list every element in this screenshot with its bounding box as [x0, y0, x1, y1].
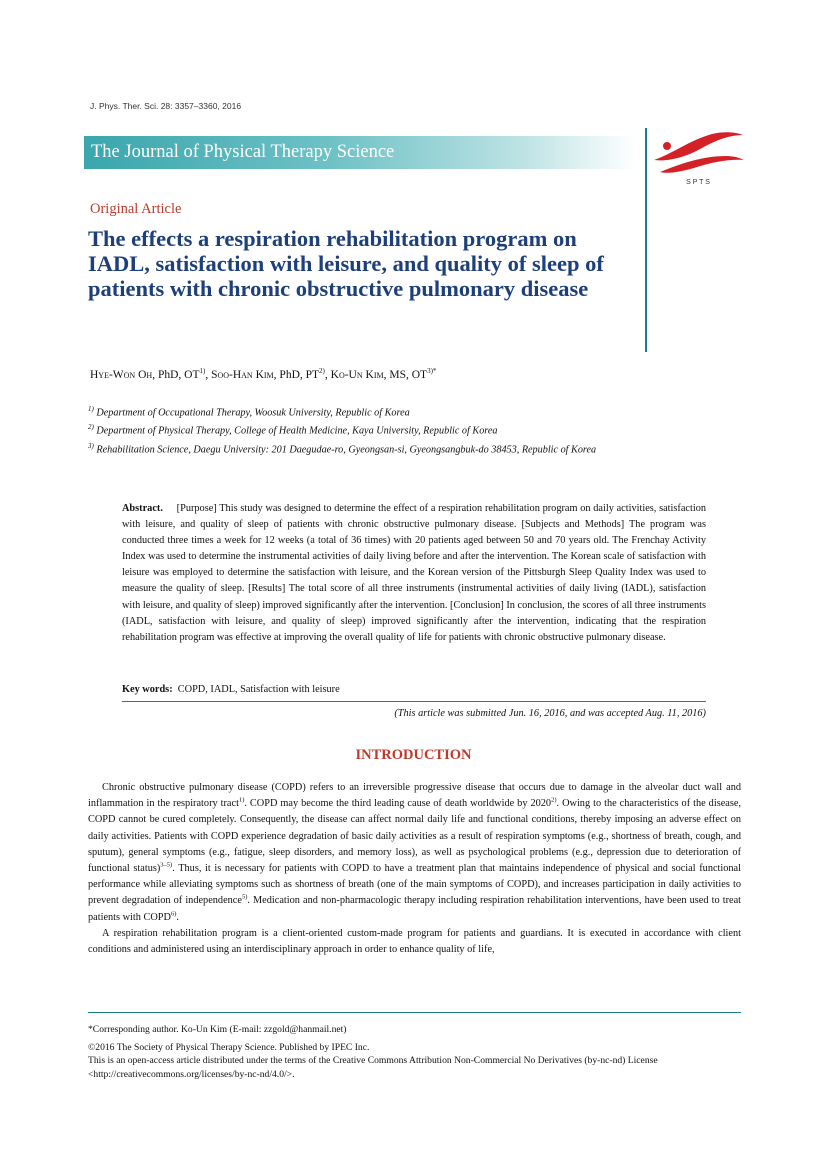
text-run: Chronic obstructive pulmonary disease (COPD) refers to an irreversible progressive disease that occurs due to damage in the alveolar duct wall and inflammation in the respiratory tract [88, 782, 741, 810]
author-separator: , [324, 368, 331, 381]
author-name: Hye-Won [90, 368, 136, 381]
abstract-text: [Purpose] This study was designed to determine the effect of a respiration rehabilitation program on daily activities, satisfaction with leisure, and quality of sleep of patients with chronic obstructive pulmonary disease. [Subjects and Methods] The program was conducted three times a week for 12 weeks (a total of 36 times) with 20 patients aged between 50 and 70 years old. The Frenchay Activity Index was used to determine the instrumental activities of daily living before and after the intervention. The Korean scale of satisfaction with leisure was employed to determine the satisfaction with leisure, and the Korean version of the Pittsburgh Sleep Quality Index was used to measure the quality of sleep. [Results] The total score of all three instruments (instrumental activities of daily living (IADL), satisfaction with leisure, and quality of sleep) improved significantly after the intervention. [Conclusion] In conclusion, the scores of all three instruments (IADL, satisfaction with leisure, and quality of sleep) improved significantly after the intervention, indicating that the respiration rehabilitation program was effective at improving the overall quality of life for patients with chronic obstructive pulmonary disease. [122, 503, 706, 643]
affiliation-list [88, 402, 628, 457]
keywords-label: Key words: [122, 684, 173, 695]
journal-name: The Journal of Physical Therapy Science [91, 142, 395, 162]
affiliation [88, 439, 628, 457]
author-degrees: , PhD, OT [152, 368, 200, 381]
license-notice: This is an open-access article distributed under the terms of the Creative Commons Attribution Non-Commercial No Derivatives (by-nc-nd) License <http://creativecommons.org/licenses/by-nc-nd/4.0/>. [88, 1055, 658, 1080]
abstract [122, 501, 706, 646]
author-name: Soo-Han [211, 368, 253, 381]
author [90, 369, 211, 381]
corresponding-author: *Corresponding author. Ko-Un Kim (E-mail: zzgold@hanmail.net) [88, 1024, 347, 1035]
affiliation-number: 3) [88, 441, 94, 450]
article-type: Original Article [90, 201, 182, 217]
keywords-text: COPD, IADL, Satisfaction with leisure [177, 684, 340, 695]
citation-ref: 3–5) [160, 861, 173, 869]
abstract-label: Abstract. [122, 503, 163, 514]
citation-ref: 2) [551, 796, 557, 804]
keywords [122, 684, 340, 695]
logo-text: S P T S [686, 179, 710, 186]
author-affiliation-mark: 1) [199, 367, 206, 375]
citation-ref: 5) [241, 894, 248, 901]
section-heading: INTRODUCTION [355, 747, 472, 763]
text-run: . COPD may become the third leading cause of death worldwide by 2020 [244, 798, 552, 810]
author [211, 369, 331, 381]
spts-logo-icon [650, 126, 745, 188]
submission-dates: (This article was submitted Jun. 16, 2016, and was accepted Aug. 11, 2016) [394, 708, 706, 719]
citation: J. Phys. Ther. Sci. 28: 3357–3360, 2016 [90, 101, 242, 111]
author-surname: Oh [138, 368, 153, 381]
author-affiliation-mark: 3)* [427, 367, 437, 375]
body-text [88, 780, 741, 958]
affiliation-text: Department of Physical Therapy, College of Health Medicine, Kaya University, Republic of Korea [96, 425, 498, 437]
author-list [90, 367, 436, 381]
author-degrees: , MS, OT [383, 368, 428, 381]
author-degrees: , PhD, PT [273, 368, 320, 381]
footnote-divider [88, 1012, 741, 1013]
journal-banner [84, 136, 636, 169]
text-run: . Medication and non-pharmacologic therapy including respiration rehabilitation interventions, have been used to treat patients with COPD [88, 895, 741, 923]
paragraph-1 [88, 780, 741, 926]
affiliation-text: Rehabilitation Science, Daegu University: 201 Daegudae-ro, Gyeongsan-si, Gyeongsangbuk-do 38453, Republic of Korea [96, 444, 597, 456]
affiliation [88, 420, 628, 438]
paragraph-2: A respiration rehabilitation program is a client-oriented custom-made program for patients and guardians. It is executed in accordance with client conditions and administered using an interdisciplinary approach in order to enhance quality of life, [88, 927, 741, 956]
article-title: The effects a respiration rehabilitation program on IADL, satisfaction with leisure, and quality of sleep of patients with chronic obstructive pulmonary disease [88, 226, 604, 301]
affiliation [88, 402, 628, 420]
citation-ref: 6) [170, 910, 177, 918]
text-run: . Thus, it is necessary for patients with COPD to have a treatment plan that maintains independence of physical and social functional performance while alleviating symptoms such as shortness of breath (one of the main symptoms of COPD), and increases participation in daily activities to prevent degradation of independence [88, 863, 741, 907]
vertical-rule [645, 128, 647, 352]
abstract-divider [122, 701, 706, 702]
footnotes [88, 1023, 741, 1081]
copyright-notice: ©2016 The Society of Physical Therapy Science. Published by IPEC Inc. [88, 1041, 370, 1053]
text-run: . Owing to the characteristics of the disease, COPD cannot be cured completely. Consequently, the disease can affect normal daily life and functional conditions, thereby imposing an adverse effect on daily activities. Patients with COPD experience degradation of basic daily activities as a result of respiration symptoms (e.g., shortness of breath, cough, and sputum), general symptoms (e.g., fatigue, sleep disorders, and memory loss), as well as psychological problems (e.g., depression due to deterioration of functional status) [88, 798, 741, 875]
citation-ref: 1) [238, 796, 245, 804]
text-run: . [176, 911, 179, 923]
author-affiliation-mark: 2) [319, 367, 325, 375]
affiliation-number: 1) [88, 405, 94, 413]
author-surname: Kim [255, 368, 274, 381]
author-separator: , [205, 368, 212, 381]
author-name: Ko-Un [330, 368, 363, 381]
affiliation-number: 2) [88, 423, 94, 432]
author [331, 369, 437, 381]
affiliation-text: Department of Occupational Therapy, Woosuk University, Republic of Korea [96, 407, 410, 419]
author-surname: Kim [365, 368, 384, 381]
